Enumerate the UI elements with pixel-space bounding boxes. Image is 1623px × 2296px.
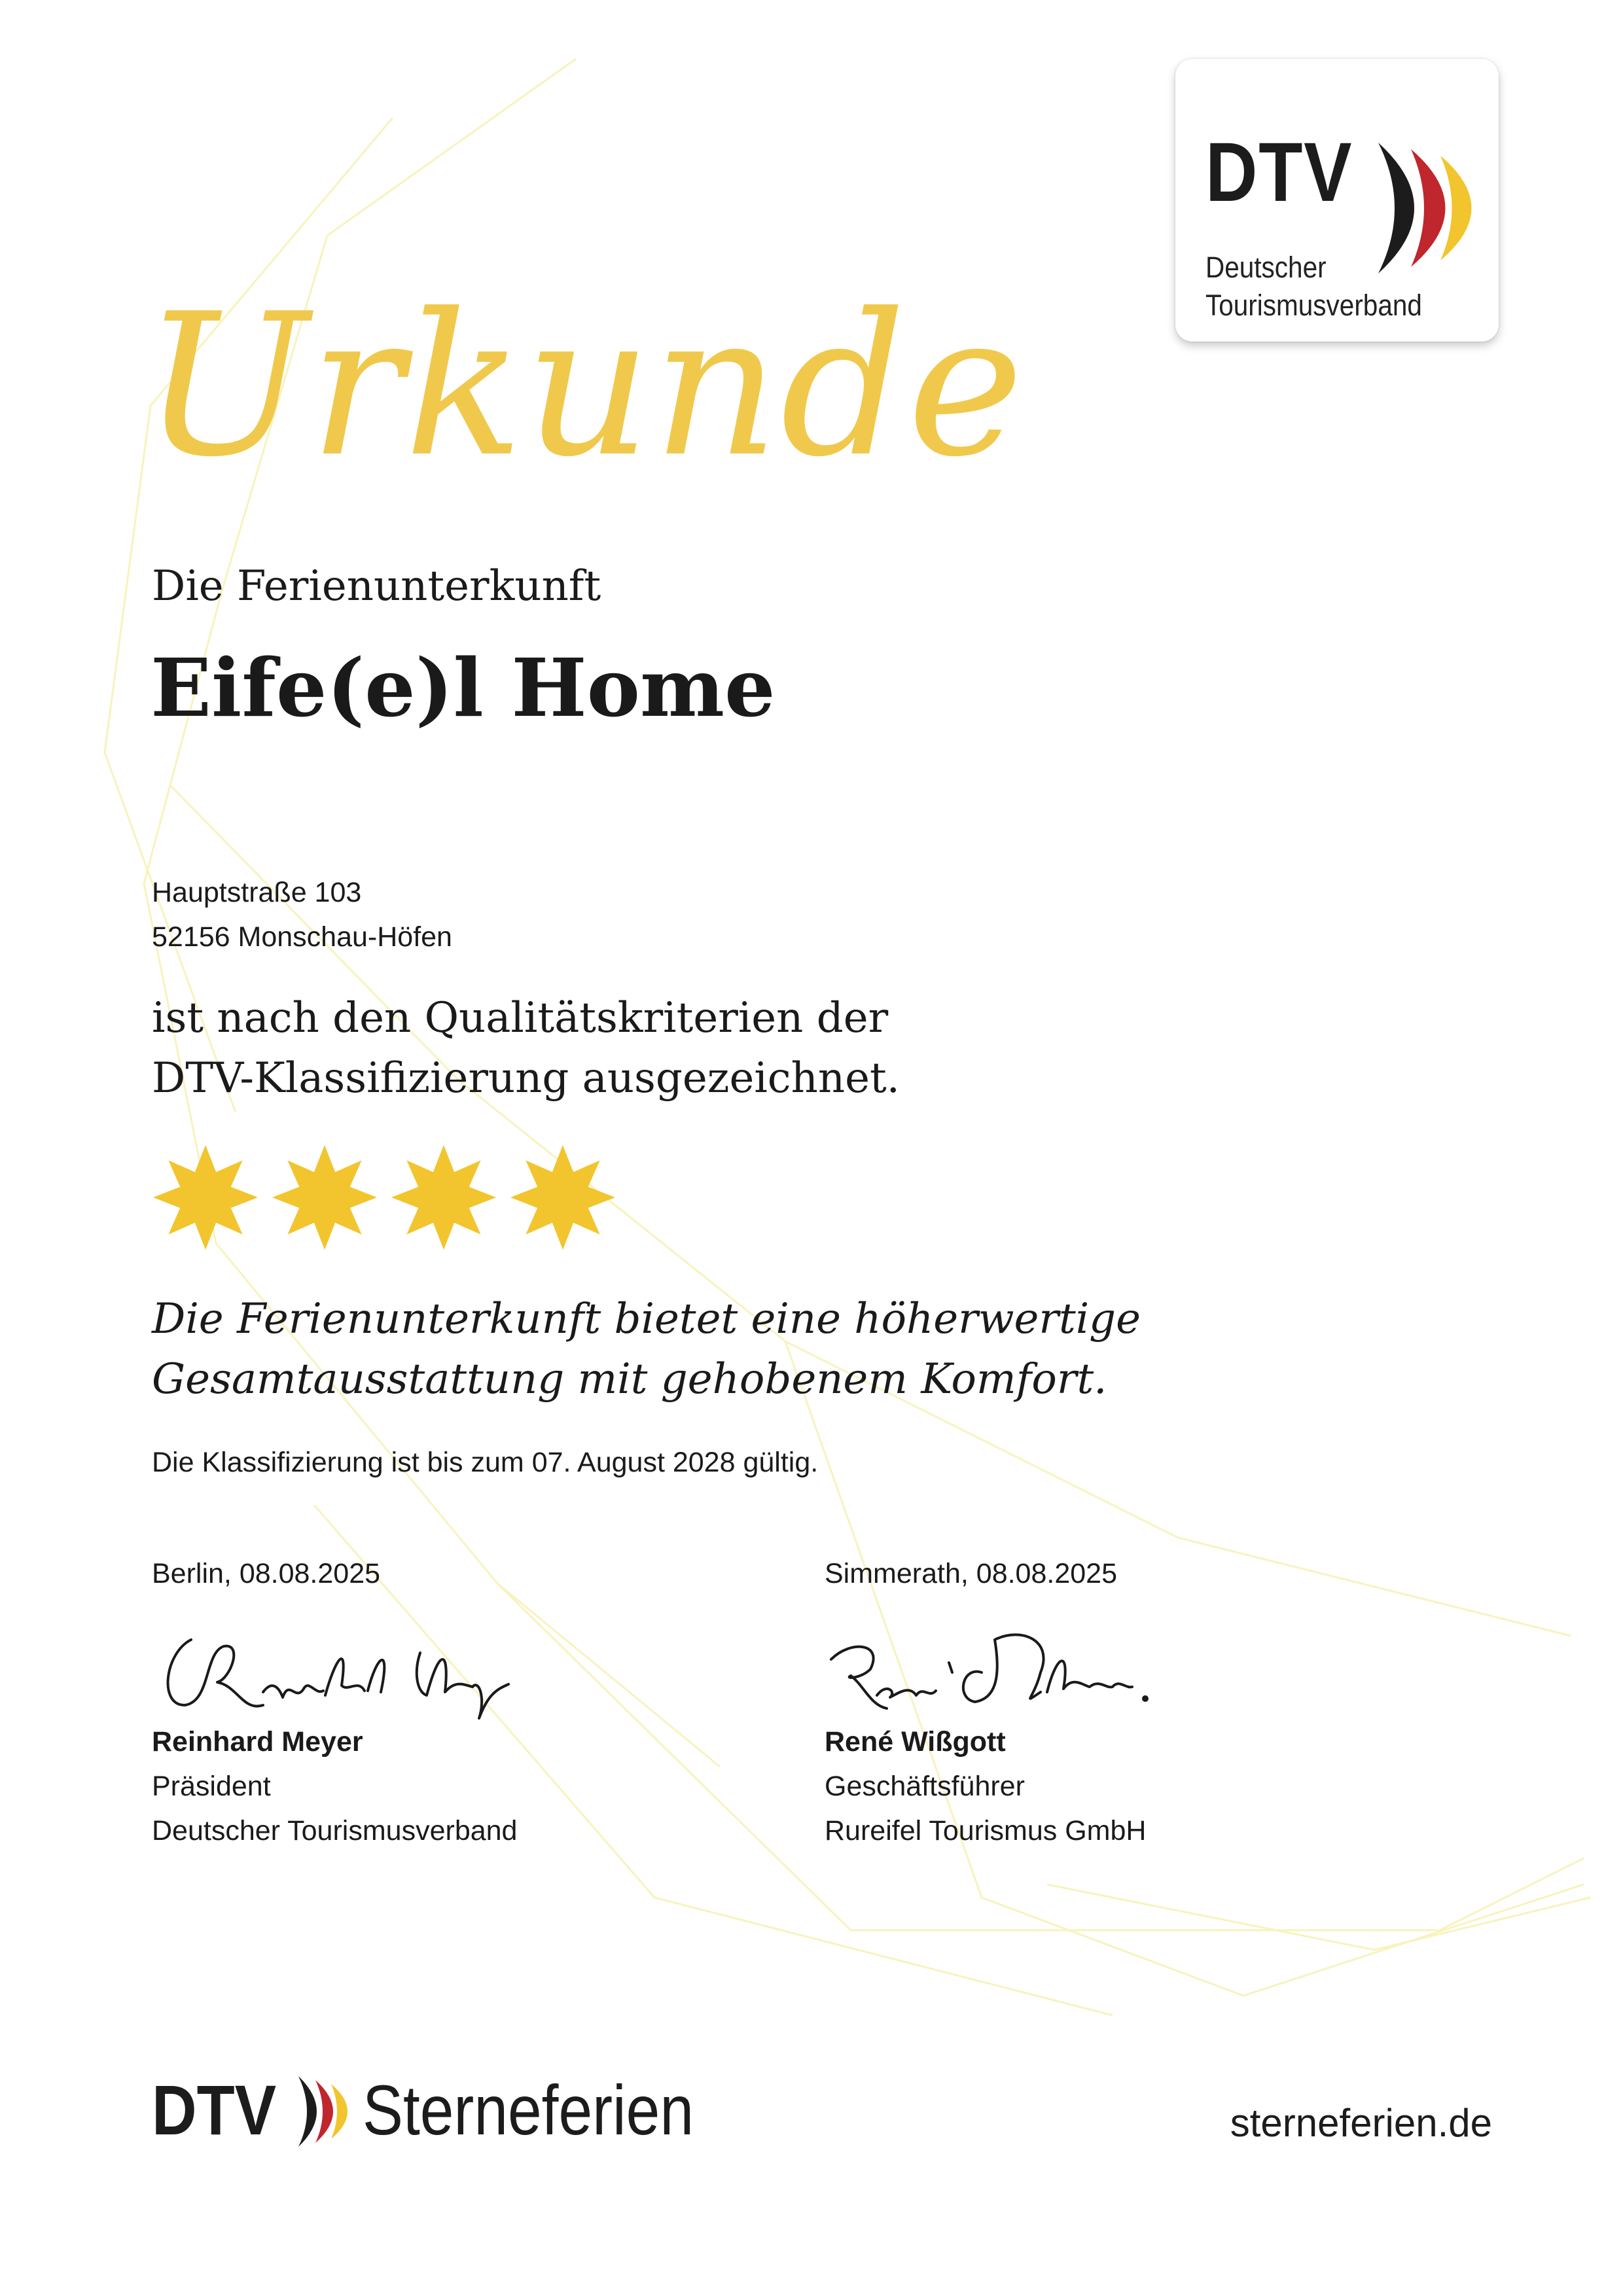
badge-title: DTV xyxy=(1205,126,1353,219)
signer-organization: Deutscher Tourismusverband xyxy=(152,1814,518,1846)
star-rating xyxy=(152,1142,623,1253)
signature-block-right xyxy=(825,1557,1414,1853)
certificate-title: Urkunde xyxy=(143,272,1026,500)
signature-place-date: Berlin, 08.08.2025 xyxy=(152,1558,381,1589)
validity-note: Die Klassifizierung ist bis zum 07. August 2028 gültig. xyxy=(152,1447,819,1478)
signature-block-left xyxy=(152,1557,741,1853)
footer-brand-name: Sterneferien xyxy=(363,2070,694,2149)
signature-wissgott xyxy=(825,1614,1191,1725)
signer-role: Geschäftsführer xyxy=(825,1770,1025,1802)
signer-organization: Rureifel Tourismus GmbH xyxy=(825,1814,1147,1846)
badge-subtitle-line2: Tourismusverband xyxy=(1205,289,1422,322)
property-kind: Die Ferienunterkunft xyxy=(152,562,601,610)
description-line2: Gesamtausstattung mit gehobenem Komfort. xyxy=(152,1355,1107,1404)
address-line1: Hauptstraße 103 xyxy=(152,877,362,908)
property-address xyxy=(152,870,452,959)
signature-meyer xyxy=(152,1614,518,1725)
description-line1: Die Ferienunterkunft bietet eine höherwertige xyxy=(152,1295,1141,1343)
star-icon xyxy=(272,1145,377,1250)
property-name: Eife(e)l Home xyxy=(151,641,776,735)
star-icon xyxy=(153,1145,258,1250)
classification-statement xyxy=(152,988,900,1108)
dtv-badge xyxy=(1175,59,1499,342)
dtv-chevrons-icon xyxy=(294,2076,353,2147)
signature-place-date: Simmerath, 08.08.2025 xyxy=(825,1558,1117,1589)
star-icon xyxy=(391,1145,496,1250)
star-icon xyxy=(510,1145,615,1250)
signer-role: Präsident xyxy=(152,1770,271,1802)
footer-url: sterneferien.de xyxy=(1230,2101,1492,2145)
badge-subtitle-line1: Deutscher xyxy=(1205,251,1327,284)
footer-brand-logo xyxy=(152,2071,806,2149)
footer-brand-prefix: DTV xyxy=(152,2070,277,2149)
signer-name: Reinhard Meyer xyxy=(152,1725,363,1757)
classification-description xyxy=(152,1289,1141,1409)
badge-subtitle xyxy=(1205,249,1422,325)
statement-line1: ist nach den Qualitätskriterien der xyxy=(152,994,889,1042)
statement-line2: DTV-Klassifizierung ausgezeichnet. xyxy=(152,1054,900,1103)
address-line2: 52156 Monschau-Höfen xyxy=(152,921,452,953)
signer-name: René Wißgott xyxy=(825,1725,1006,1757)
